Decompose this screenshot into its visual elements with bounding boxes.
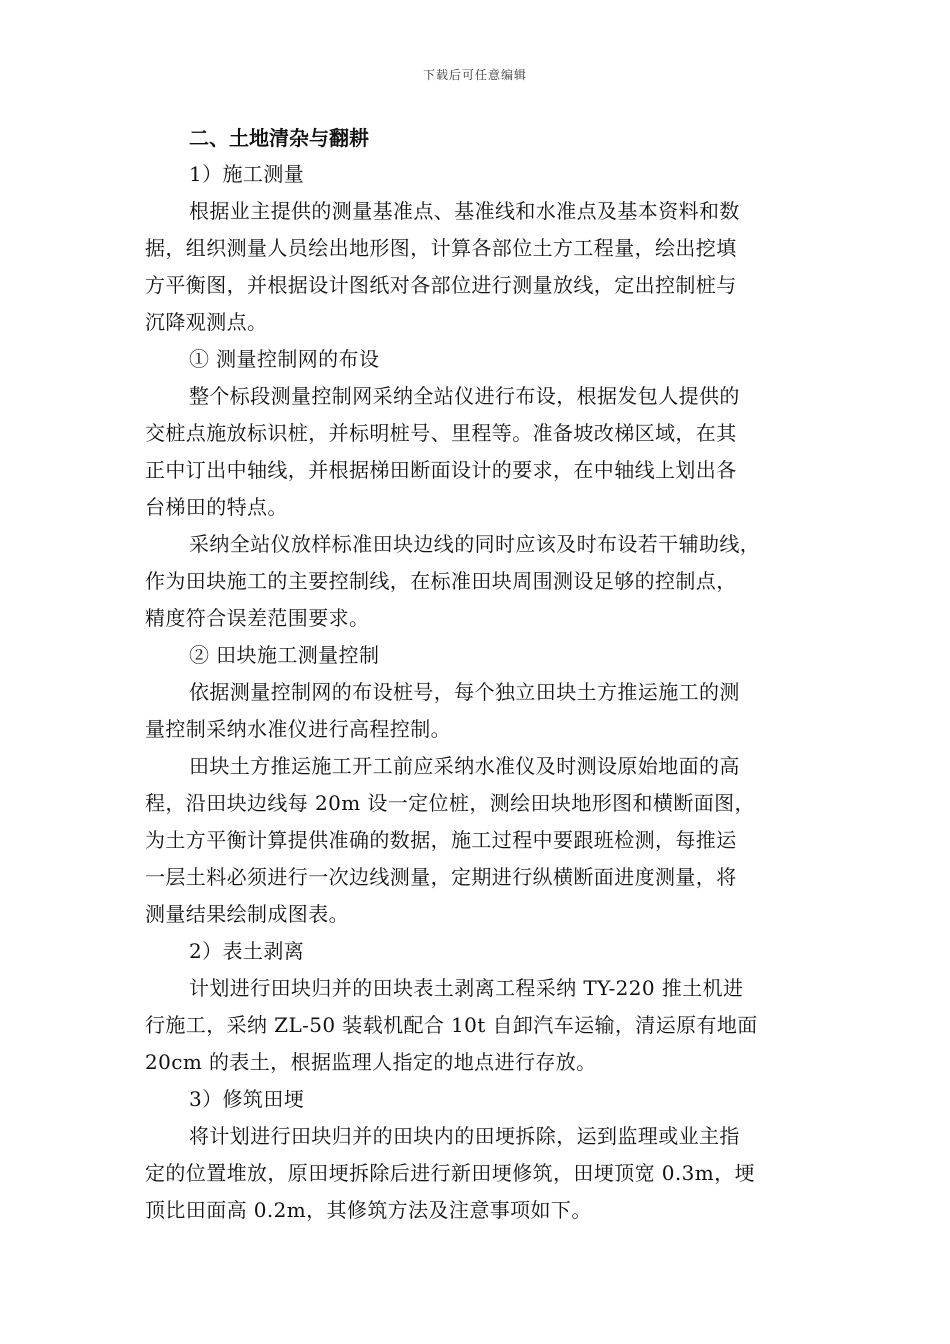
paragraph-line: 一层土料必须进行一次边线测量，定期进行纵横断面进度测量，将 — [145, 865, 737, 889]
paragraph-line: 程，沿田块边线每 20m 设一定位桩，测绘田块地形图和横断面图， — [145, 791, 755, 815]
paragraph-line: 交桩点施放标识桩，并标明桩号、里程等。准备坡改梯区域，在其 — [145, 421, 737, 445]
paragraph-line: 精度符合误差范围要求。 — [145, 606, 370, 630]
paragraph-line: ① 测量控制网的布设 — [189, 347, 380, 371]
paragraph-line: ② 田块施工测量控制 — [189, 643, 380, 667]
paragraph-line: 根据业主提供的测量基准点、基准线和水准点及基本资料和数 — [189, 199, 740, 223]
paragraph-line: 田块土方推运施工开工前应采纳水准仪及时测设原始地面的高 — [189, 754, 740, 778]
paragraph-line: 采纳全站仪放样标准田块边线的同时应该及时布设若干辅助线， — [189, 532, 761, 556]
paragraph-line: 方平衡图，并根据设计图纸对各部位进行测量放线，定出控制桩与 — [145, 273, 737, 297]
paragraph-line: 测量结果绘制成图表。 — [145, 902, 349, 926]
paragraph-line: 将计划进行田块归并的田块内的田埂拆除，运到监理或业主指 — [189, 1124, 740, 1148]
paragraph-line: 定的位置堆放，原田埂拆除后进行新田埂修筑，田埂顶宽 0.3m，埂 — [145, 1161, 755, 1185]
paragraph-line: 量控制采纳水准仪进行高程控制。 — [145, 717, 451, 741]
section-title: 二、土地清杂与翻耕 — [189, 126, 369, 150]
paragraph-line: 沉降观测点。 — [145, 310, 268, 334]
paragraph-line: 行施工，采纳 ZL-50 装载机配合 10t 自卸汽车运输，清运原有地面 — [145, 1013, 758, 1037]
paragraph-line: 作为田块施工的主要控制线，在标准田块周围测设足够的控制点， — [145, 569, 737, 593]
paragraph-line: 台梯田的特点。 — [145, 495, 288, 519]
paragraph-line: 为土方平衡计算提供准确的数据，施工过程中要跟班检测，每推运 — [145, 828, 737, 852]
paragraph-line: 顶比田面高 0.2m，其修筑方法及注意事项如下。 — [145, 1198, 592, 1222]
paragraph-line: 计划进行田块归并的田块表土剥离工程采纳 TY-220 推土机进 — [189, 976, 744, 1000]
paragraph-line: 3）修筑田埂 — [189, 1087, 305, 1111]
paragraph-line: 依据测量控制网的布设桩号，每个独立田块土方推运施工的测 — [189, 680, 740, 704]
paragraph-line: 正中订出中轴线，并根据梯田断面设计的要求，在中轴线上划出各 — [145, 458, 737, 482]
paragraph-line: 1）施工测量 — [189, 162, 305, 186]
paragraph-line: 整个标段测量控制网采纳全站仪进行布设，根据发包人提供的 — [189, 384, 740, 408]
page-header-note: 下载后可任意编辑 — [422, 68, 527, 82]
document-body — [145, 120, 809, 1229]
paragraph-line: 20cm 的表土，根据监理人指定的地点进行存放。 — [145, 1050, 597, 1074]
paragraph-line: 2）表土剥离 — [189, 939, 305, 963]
paragraph-line: 据，组织测量人员绘出地形图，计算各部位土方工程量，绘出挖填 — [145, 236, 737, 260]
